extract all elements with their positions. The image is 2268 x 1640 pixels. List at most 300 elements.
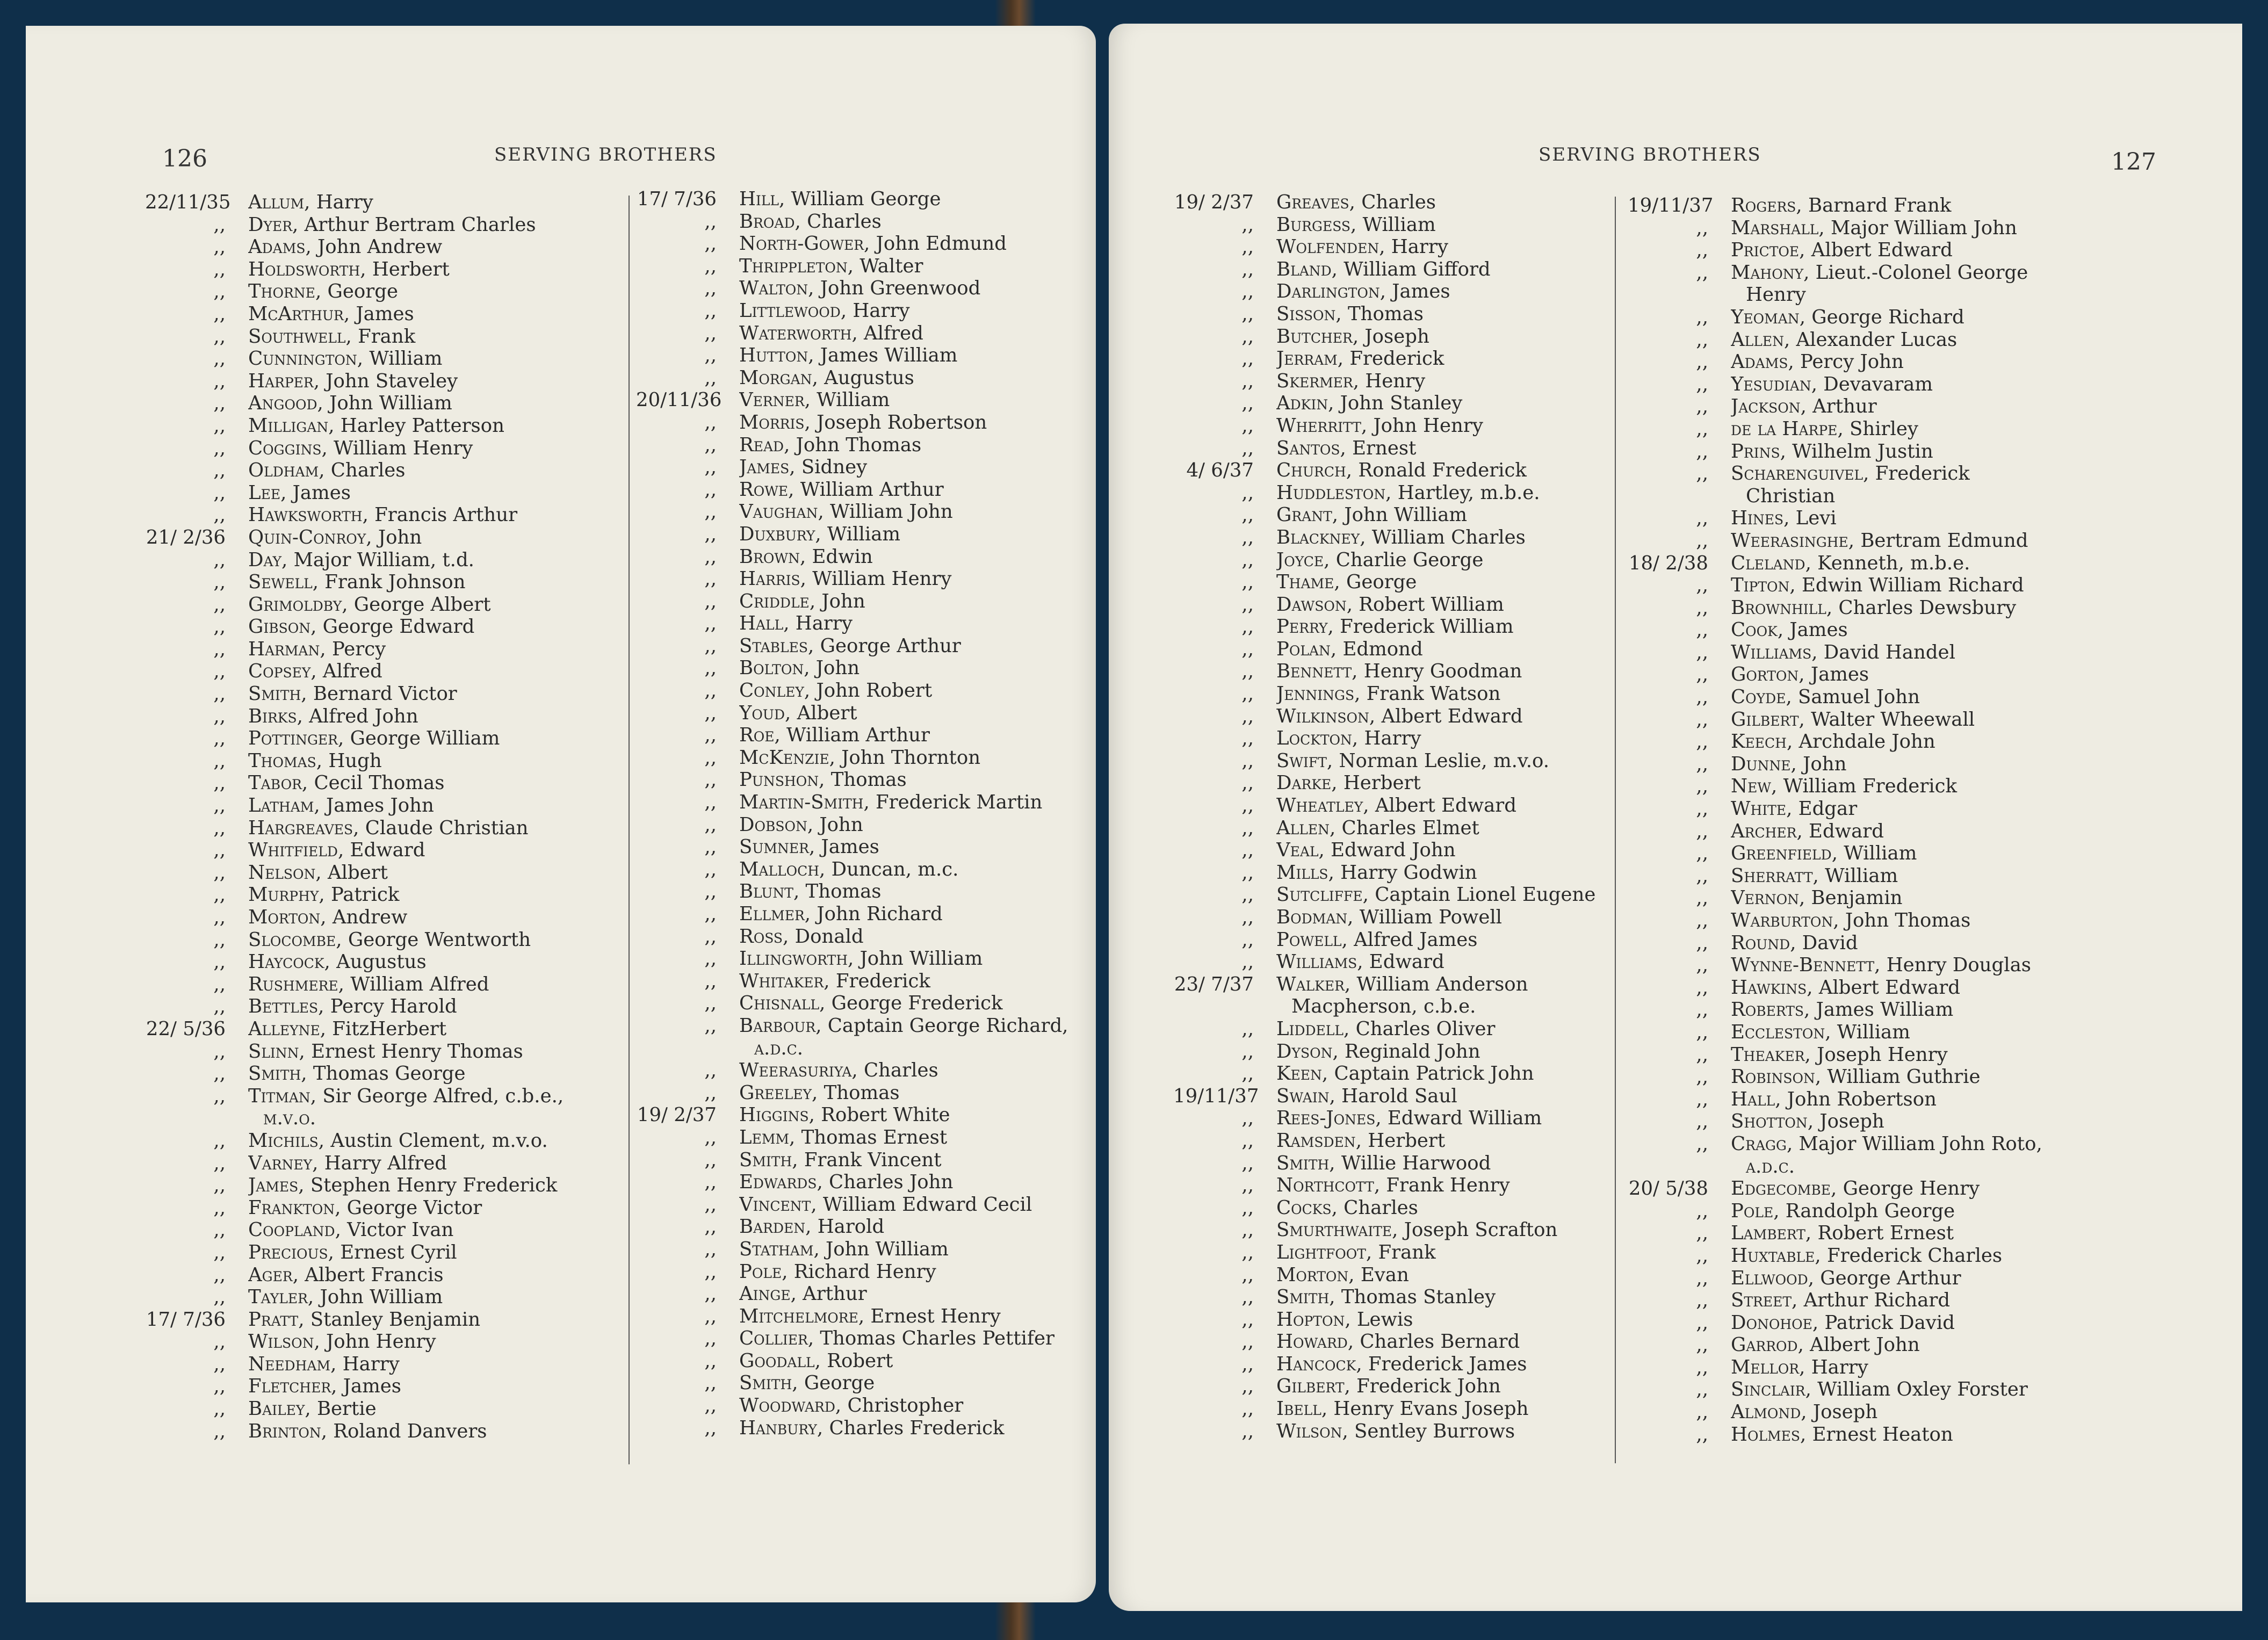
surname: New	[1731, 775, 1772, 798]
entry-name	[739, 211, 1093, 233]
entry-name	[1731, 1155, 2165, 1178]
given-names: , John Thornton	[829, 746, 981, 769]
given-names: , William John	[818, 501, 953, 523]
list-item	[1173, 616, 1641, 638]
surname: Weerasuriya	[739, 1059, 852, 1082]
surname: White	[1731, 798, 1787, 820]
surname: Yeoman	[1731, 306, 1800, 328]
list-item	[636, 1037, 1093, 1060]
entry-date: ,,	[704, 702, 717, 724]
entry-date: ,,	[1696, 1200, 1708, 1222]
list-item	[1628, 842, 2165, 865]
surname: Liddell	[1276, 1017, 1344, 1040]
entry-name	[1731, 217, 2165, 240]
entry-name	[248, 1107, 618, 1130]
entry-date: ,,	[1696, 775, 1708, 798]
entry-date: ,,	[1241, 1286, 1254, 1309]
given-names: , Frederick	[1863, 463, 1970, 485]
entry-name	[1731, 1401, 2165, 1424]
surname: Coopland	[248, 1219, 335, 1241]
list-item	[145, 616, 618, 638]
given-names: , Wilhelm Justin	[1780, 440, 1933, 463]
list-item	[1173, 571, 1641, 594]
surname: Northcott	[1276, 1174, 1374, 1197]
entry-date: ,,	[213, 1129, 226, 1152]
list-item	[1628, 977, 2165, 999]
surname: Jackson	[1731, 395, 1801, 418]
given-names: , Thomas	[812, 1081, 900, 1104]
entry-name	[1276, 392, 1641, 415]
list-item	[1628, 194, 2165, 217]
list-item	[636, 188, 1093, 211]
given-names: , Robert White	[808, 1104, 950, 1126]
entry-date: ,,	[1696, 753, 1708, 775]
list-item	[145, 571, 618, 594]
list-item	[636, 1171, 1093, 1194]
given-names: , Victor Ivan	[335, 1219, 454, 1241]
entry-name	[1731, 1021, 2165, 1044]
surname: Dyer	[248, 213, 293, 236]
list-item	[145, 303, 618, 326]
surname: Thorne	[248, 280, 315, 303]
entry-name	[1731, 887, 2165, 909]
given-names: , Lewis	[1345, 1308, 1413, 1331]
entry-date: ,,	[1241, 593, 1254, 616]
list-item	[636, 1149, 1093, 1172]
list-item	[145, 973, 618, 996]
entry-name	[1276, 727, 1641, 750]
list-item	[1628, 351, 2165, 373]
list-item	[1173, 1041, 1641, 1063]
entry-name	[1731, 932, 2165, 955]
entry-date: ,,	[213, 1375, 226, 1398]
entry-name	[1731, 194, 2165, 217]
entry-date: ,,	[1241, 1174, 1254, 1197]
entry-name	[739, 769, 1093, 791]
given-names: , Joseph	[1807, 1110, 1884, 1133]
surname: Marshall	[1731, 216, 1819, 239]
surname: Archer	[1731, 820, 1797, 842]
entry-date: ,,	[704, 1238, 717, 1260]
entry-name	[739, 1395, 1093, 1417]
entry-date: 21/ 2/36	[146, 526, 226, 548]
list-item	[1628, 999, 2165, 1021]
entry-name	[248, 1398, 618, 1420]
surname: Read	[739, 434, 784, 456]
list-item	[1628, 217, 2165, 240]
surname: Smith	[1276, 1152, 1330, 1174]
entry-name	[248, 638, 618, 661]
surname: Ramsden	[1276, 1129, 1356, 1152]
given-names: , William	[1825, 1021, 1910, 1043]
entry-date: ,,	[213, 437, 226, 459]
entry-date: ,,	[1696, 708, 1708, 731]
surname: Gilbert	[1731, 708, 1799, 731]
entry-date: ,,	[213, 839, 226, 862]
entry-name	[1276, 995, 1641, 1018]
given-names: , James William	[808, 344, 958, 367]
surname: Dyson	[1276, 1040, 1333, 1063]
entry-date: ,,	[704, 277, 717, 300]
entry-date: ,,	[213, 973, 226, 995]
given-names: , Frank Henry	[1374, 1174, 1510, 1197]
given-names: , Francis Arthur	[362, 504, 518, 526]
entry-name	[1731, 865, 2165, 887]
entry-date: ,,	[1241, 1241, 1254, 1263]
entry-date: ,,	[213, 459, 226, 482]
given-names: , Captain Patrick John	[1321, 1063, 1534, 1085]
given-names: , Henry Goodman	[1352, 660, 1522, 683]
surname: Day	[248, 548, 282, 571]
entry-date: ,,	[704, 1148, 717, 1171]
surname: Goodall	[739, 1349, 815, 1372]
entry-date: ,,	[1696, 1267, 1708, 1289]
given-names: , Charles Elmet	[1329, 817, 1479, 839]
entry-date: ,,	[213, 392, 226, 415]
surname: James	[248, 1174, 299, 1197]
entry-name	[248, 303, 618, 326]
given-names: , Patrick David	[1812, 1311, 1955, 1334]
list-item	[1173, 794, 1641, 817]
list-item	[1173, 750, 1641, 772]
surname: Ager	[248, 1263, 293, 1286]
entry-name	[248, 839, 618, 862]
entry-name	[1276, 236, 1641, 258]
entry-name	[739, 1149, 1093, 1172]
list-item	[145, 683, 618, 705]
entry-name	[1276, 1152, 1641, 1175]
entry-date: ,,	[1696, 1021, 1708, 1043]
entry-name	[739, 1327, 1093, 1350]
entry-date: ,,	[704, 1081, 717, 1104]
entry-name	[248, 660, 618, 683]
entry-date: ,,	[1241, 1331, 1254, 1353]
given-names: , Robert	[814, 1349, 893, 1372]
list-item	[145, 1174, 618, 1197]
surname: Round	[1731, 931, 1790, 954]
surname: Criddle	[739, 590, 810, 612]
list-item	[636, 702, 1093, 725]
given-names: , Charles	[794, 210, 882, 233]
entry-date: ,,	[1696, 239, 1708, 262]
given-names: , Harry	[1799, 1356, 1868, 1378]
surname: Joyce	[1276, 548, 1324, 571]
given-names: , Walter	[847, 255, 923, 277]
list-item	[145, 1309, 618, 1331]
given-names: , James	[808, 836, 879, 858]
surname: Copsey	[248, 660, 311, 683]
entry-date: ,,	[1241, 571, 1254, 594]
surname: Pottinger	[248, 727, 338, 750]
entry-date: ,,	[213, 995, 226, 1018]
given-names: , James	[1798, 663, 1869, 686]
surname: Grant	[1276, 504, 1332, 526]
surname: Thame	[1276, 571, 1334, 594]
entry-name	[1276, 415, 1641, 437]
entry-date: ,,	[1696, 909, 1708, 931]
page-number: 126	[162, 145, 207, 172]
list-item	[1628, 641, 2165, 664]
list-item	[1628, 507, 2165, 530]
given-names: , Claude Christian	[353, 817, 529, 839]
entry-date: ,,	[213, 1085, 226, 1107]
entry-name	[1276, 191, 1641, 214]
entry-date	[1628, 485, 1708, 508]
given-names: , Albert Francis	[292, 1263, 444, 1286]
list-item	[1173, 1241, 1641, 1264]
given-names: , James William	[1804, 999, 1954, 1021]
entry-name	[1276, 1085, 1641, 1108]
surname: Yesudian	[1731, 373, 1811, 395]
entry-name	[1731, 798, 2165, 820]
entry-date: ,,	[1696, 820, 1708, 842]
given-names: , John Staveley	[313, 370, 458, 392]
entry-date: 19/11/37	[1628, 194, 1714, 216]
given-names: , Arthur	[1800, 395, 1877, 418]
entry-name	[1276, 370, 1641, 393]
given-names: , William Arthur	[774, 724, 930, 747]
surname: Huxtable	[1731, 1244, 1815, 1267]
given-names: , James	[343, 302, 414, 325]
given-names: , Alfred John	[297, 705, 418, 727]
list-item	[636, 1104, 1093, 1126]
given-names: , Frederick John	[1344, 1375, 1501, 1398]
entry-date: ,,	[1696, 574, 1708, 597]
given-names: , Thomas Ernest	[789, 1126, 948, 1148]
list-item	[636, 456, 1093, 479]
list-item	[636, 791, 1093, 814]
surname: Whitfield	[248, 839, 338, 862]
entry-name	[248, 995, 618, 1018]
surname: Hanbury	[739, 1417, 817, 1439]
given-names: , Austin Clement, m.v.o.	[318, 1129, 548, 1152]
surname: Bolton	[739, 657, 804, 680]
entry-name	[739, 300, 1093, 322]
entry-date	[1173, 995, 1254, 1018]
given-names: , John	[809, 590, 865, 612]
list-item	[145, 1018, 618, 1041]
entry-date: ,,	[1696, 596, 1708, 619]
entry-date	[1628, 284, 1708, 306]
given-names: , Herbert	[1331, 772, 1421, 794]
surname: Smith	[1276, 1286, 1330, 1309]
entry-name	[1731, 574, 2165, 597]
surname: Greaves	[1276, 191, 1349, 213]
list-item	[1173, 906, 1641, 929]
list-item	[1173, 1398, 1641, 1420]
given-names: , Ronald Frederick	[1346, 459, 1527, 482]
list-item	[1628, 1289, 2165, 1312]
list-item	[1628, 865, 2165, 887]
entry-date: 20/ 5/38	[1628, 1177, 1708, 1200]
entry-date: ,,	[704, 1327, 717, 1350]
running-head: SERVING BROTHERS	[494, 144, 717, 165]
given-names: , Frederick Martin	[863, 791, 1043, 814]
given-names: , Harley Patterson	[328, 414, 505, 437]
surname: Veal	[1276, 839, 1319, 862]
given-names: , Ernest Heaton	[1800, 1423, 1953, 1446]
surname: Harman	[248, 638, 320, 660]
entry-date: ,,	[213, 348, 226, 370]
given-names: , Arthur Bertram Charles	[292, 213, 536, 236]
surname: Mahony	[1731, 261, 1804, 284]
surname: Blackney	[1276, 526, 1360, 548]
surname: de la Harpe	[1731, 417, 1838, 440]
entry-date: ,,	[1696, 373, 1708, 395]
entry-name	[248, 1241, 618, 1264]
entry-date: ,,	[1696, 463, 1708, 485]
entry-date: ,,	[704, 970, 717, 992]
surname: Barden	[739, 1216, 806, 1238]
list-item	[145, 906, 618, 929]
surname: Darke	[1276, 772, 1332, 794]
entry-date: ,,	[213, 1420, 226, 1442]
entry-date: ,,	[1241, 1152, 1254, 1174]
given-names: , Edwin William Richard	[1789, 574, 2024, 597]
entry-date: ,,	[704, 1305, 717, 1327]
entry-name	[1276, 638, 1641, 661]
given-names: , Samuel John	[1786, 686, 1920, 709]
given-names: , Harold	[805, 1216, 885, 1238]
list-item	[636, 300, 1093, 322]
list-item	[636, 1327, 1093, 1350]
surname: Stables	[739, 634, 808, 657]
entry-date: ,,	[213, 928, 226, 951]
entry-date: ,,	[1696, 1066, 1708, 1088]
list-item	[1628, 262, 2165, 284]
given-names: , FitzHerbert	[320, 1017, 447, 1040]
surname: Woodward	[739, 1395, 835, 1417]
list-item	[145, 370, 618, 393]
list-item	[145, 280, 618, 303]
list-item	[636, 590, 1093, 613]
entry-name	[1731, 731, 2165, 753]
entry-name	[1276, 504, 1641, 526]
surname: Hutton	[739, 344, 808, 367]
left-page	[26, 26, 1096, 1602]
entry-date: ,,	[704, 1283, 717, 1305]
list-item	[145, 191, 618, 214]
given-names: , David Handel	[1811, 641, 1955, 663]
entry-date: ,,	[1696, 328, 1708, 351]
given-names: , Harry	[783, 612, 853, 635]
surname: Swift	[1276, 749, 1327, 772]
surname: Roe	[739, 724, 775, 747]
entry-name	[1276, 348, 1641, 370]
entry-date: ,,	[213, 1040, 226, 1063]
given-names: , Charles	[851, 1059, 938, 1082]
entry-name	[739, 702, 1093, 725]
entry-name	[1731, 977, 2165, 999]
entry-date: ,,	[1696, 798, 1708, 820]
entry-name	[248, 348, 618, 370]
entry-name	[739, 992, 1093, 1015]
surname: Walton	[739, 277, 808, 300]
list-item	[1173, 482, 1641, 504]
given-names: , John	[1790, 753, 1847, 775]
given-names: , Robert William	[1346, 593, 1504, 616]
list-item	[1628, 820, 2165, 843]
given-names: , Arthur	[790, 1283, 867, 1305]
entry-name	[248, 616, 618, 638]
entry-name	[739, 523, 1093, 546]
entry-name	[1276, 1398, 1641, 1420]
entry-name	[248, 1197, 618, 1219]
surname: Scharenguivel	[1731, 463, 1863, 485]
running-head: SERVING BROTHERS	[1539, 144, 1761, 165]
entry-date: ,,	[1696, 306, 1708, 328]
given-names: , Henry	[1353, 370, 1426, 392]
list-item	[1173, 258, 1641, 281]
surname: Slocombe	[248, 928, 336, 951]
surname: Lemm	[739, 1126, 790, 1148]
given-names: , Frederick	[824, 970, 930, 992]
given-names: , William George	[779, 188, 941, 210]
entry-date: ,,	[704, 545, 717, 568]
given-names: , James John	[314, 794, 434, 817]
list-item	[1173, 303, 1641, 326]
surname: Jennings	[1276, 683, 1355, 705]
entry-date: ,,	[704, 724, 717, 747]
entry-date: ,,	[1696, 1132, 1708, 1155]
list-item	[636, 1417, 1093, 1440]
list-item	[145, 862, 618, 884]
entry-date: ,,	[1696, 686, 1708, 709]
surname: Bettles	[248, 995, 319, 1018]
entry-name	[1731, 1334, 2165, 1356]
entry-date: ,,	[1696, 931, 1708, 954]
entry-date: ,,	[704, 1193, 717, 1216]
list-item	[1628, 284, 2165, 306]
surname: Adkin	[1276, 392, 1328, 415]
entry-name	[248, 392, 618, 415]
surname: Grimoldby	[248, 593, 342, 616]
given-names: , John William	[1332, 504, 1468, 526]
list-item	[145, 1331, 618, 1353]
surname: Williams	[1276, 951, 1357, 973]
list-item	[636, 926, 1093, 948]
list-item	[636, 479, 1093, 501]
entry-name	[248, 794, 618, 817]
given-names: , Sidney	[789, 456, 868, 479]
entry-name	[248, 504, 618, 526]
entry-date: ,,	[213, 683, 226, 705]
given-names: , Joseph Henry	[1804, 1043, 1948, 1066]
list-item	[636, 970, 1093, 993]
entry-name	[1731, 1356, 2165, 1379]
entry-name	[1276, 1420, 1641, 1443]
entry-name	[248, 1420, 618, 1443]
surname: Thomas	[248, 749, 316, 772]
list-item	[1628, 306, 2165, 329]
list-item	[1628, 1267, 2165, 1290]
entry-date: ,,	[1696, 507, 1708, 530]
list-item	[1173, 862, 1641, 884]
entry-name	[739, 546, 1093, 568]
surname: Punshon	[739, 769, 819, 791]
surname: Higgins	[739, 1104, 809, 1126]
list-item	[1173, 1375, 1641, 1398]
given-names: , Edwin	[799, 545, 873, 568]
surname: Nelson	[248, 861, 316, 884]
entry-name	[1276, 1286, 1641, 1309]
given-names: , Arthur Richard	[1792, 1289, 1951, 1312]
given-names: , Henry Douglas	[1874, 954, 2032, 977]
list-item	[1628, 1177, 2165, 1200]
surname: Holdsworth	[248, 258, 360, 280]
entry-name	[1276, 705, 1641, 728]
entry-date: ,,	[213, 571, 226, 594]
